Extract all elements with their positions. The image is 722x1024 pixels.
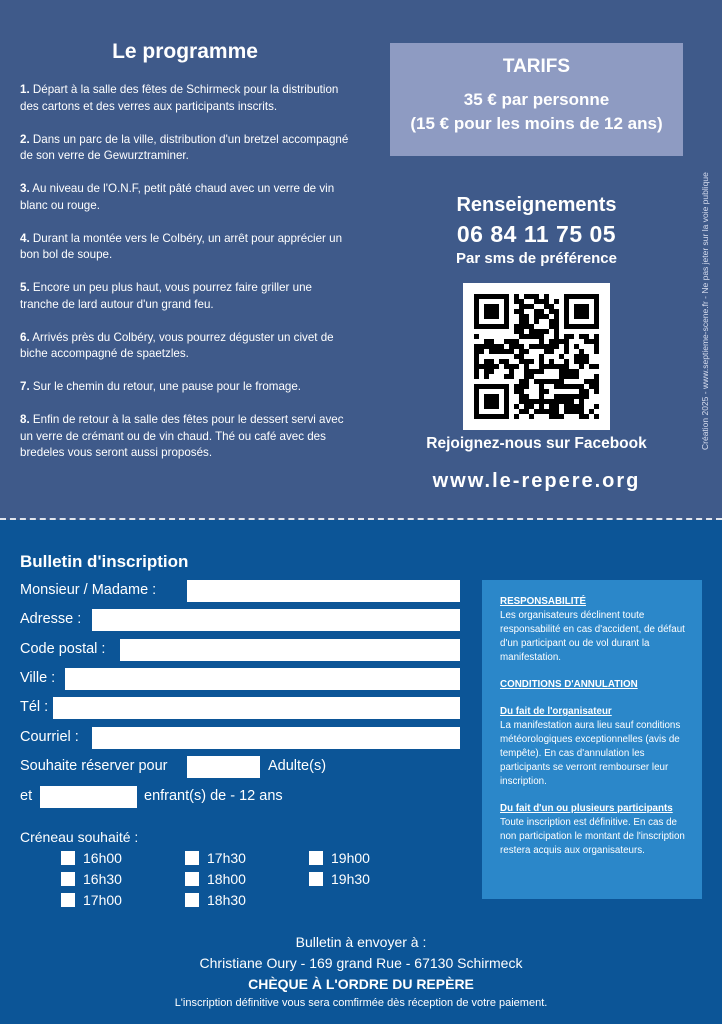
checkbox-box[interactable] xyxy=(309,851,323,865)
creneau-checkbox[interactable]: 17h30 xyxy=(185,850,246,866)
creneau-checkbox[interactable]: 16h30 xyxy=(61,871,122,887)
programme-item: 7. Sur le chemin du retour, une pause pour le fromage. xyxy=(20,380,302,393)
participants-text: Toute inscription est définitive. En cas de non participation le montant de l'inscription restera acquis aux organisateurs. xyxy=(500,817,685,856)
tarifs-prices xyxy=(390,88,683,136)
creneau-checkbox[interactable]: 17h00 xyxy=(61,892,122,908)
programme-list xyxy=(20,82,352,478)
civilite-label: Monsieur / Madame : xyxy=(20,582,157,598)
adresse-field[interactable] xyxy=(92,609,460,631)
facebook-link[interactable]: Rejoignez-nous sur Facebook xyxy=(426,435,647,452)
creneau-checkbox[interactable]: 18h30 xyxy=(185,892,246,908)
creneau-checkbox[interactable]: 18h00 xyxy=(185,871,246,887)
confirmation-note: L'inscription définitive vous sera comfirmée dès réception de votre paiement. xyxy=(174,997,548,1009)
creneau-checkbox[interactable]: 16h00 xyxy=(61,850,122,866)
courriel-label: Courriel : xyxy=(20,729,79,745)
programme-item: 5. Encore un peu plus haut, vous pourrez faire griller une tranche de lard autour d'un grand feu. xyxy=(20,281,312,311)
envoi-address: Christiane Oury - 169 grand Rue - 67130 Schirmeck xyxy=(199,955,523,971)
ville-field[interactable] xyxy=(65,668,460,690)
creneau-checkbox[interactable]: 19h00 xyxy=(309,850,370,866)
qr-code-icon[interactable] xyxy=(463,283,610,430)
code-postal-field[interactable] xyxy=(120,639,460,661)
checkbox-box[interactable] xyxy=(185,851,199,865)
adultes-field[interactable] xyxy=(187,756,260,778)
programme-item: 6. Arrivés près du Colbéry, vous pourrez déguster un civet de biche accompagné de spaetzles. xyxy=(20,330,334,360)
creneau-title: Créneau souhaité : xyxy=(20,829,139,845)
et-label: et xyxy=(20,788,33,804)
renseignements-title: Renseignements xyxy=(456,194,617,216)
checkbox-box[interactable] xyxy=(61,872,75,886)
programme-item: 2. Dans un parc de la ville, distribution d'un bretzel accompagné de son verre de Gewurztraminer. xyxy=(20,132,349,162)
programme-item: 1. Départ à la salle des fêtes de Schirmeck pour la distribution des cartons et des verres aux participants inscrits. xyxy=(20,83,339,113)
code-postal-label: Code postal : xyxy=(20,641,106,657)
cheque-note: CHÈQUE À L'ORDRE DU REPÈRE xyxy=(248,976,474,992)
bulletin-title: Bulletin d'inscription xyxy=(20,552,189,571)
credit-text: Création 2025 - www.septieme-scene.fr - Ne pas jeter sur la voie publique xyxy=(700,172,710,450)
enfants-label: enfrant(s) de - 12 ans xyxy=(144,788,283,804)
tarifs-title: TARIFS xyxy=(502,56,571,77)
ville-label: Ville : xyxy=(20,670,56,686)
adultes-label: Adulte(s) xyxy=(268,758,327,774)
checkbox-box[interactable] xyxy=(61,851,75,865)
enfants-field[interactable] xyxy=(40,786,137,808)
participants-title: Du fait d'un ou plusieurs participants xyxy=(500,803,673,814)
checkbox-box[interactable] xyxy=(309,872,323,886)
envoi-title: Bulletin à envoyer à : xyxy=(295,934,427,950)
programme-title: Le programme xyxy=(112,40,258,63)
cut-line xyxy=(0,518,722,520)
sms-note: Par sms de préférence xyxy=(456,250,617,267)
annulation-title: CONDITIONS D'ANNULATION xyxy=(500,679,638,690)
organisateur-title: Du fait de l'organisateur xyxy=(500,706,612,717)
programme-item: 4. Durant la montée vers le Colbéry, un arrêt pour apprécier un bon bol de soupe. xyxy=(20,231,343,261)
programme-item: 8. Enfin de retour à la salle des fêtes pour le dessert servi avec un verre de crémant ou de vin chaud. Thé ou café avec des bredeles vous seront aussi proposés. xyxy=(20,413,344,459)
tarif-adult: 35 € par personne xyxy=(463,90,610,109)
tel-label: Tél : xyxy=(20,699,49,715)
programme-item: 3. Au niveau de l'O.N.F, petit pâté chaud avec un verre de vin blanc ou rouge. xyxy=(20,182,335,212)
conditions-box xyxy=(482,580,702,899)
adresse-label: Adresse : xyxy=(20,611,82,627)
checkbox-box[interactable] xyxy=(61,893,75,907)
envoi-block xyxy=(0,932,722,1012)
checkbox-box[interactable] xyxy=(185,893,199,907)
responsabilite-text: Les organisateurs déclinent toute responsabilité en cas d'accident, de défaut d'un participant ou de vol durant la manifestation. xyxy=(500,610,685,663)
civilite-field[interactable] xyxy=(187,580,460,602)
renseignements xyxy=(390,194,683,267)
website-link[interactable]: www.le-repere.org xyxy=(432,470,641,492)
courriel-field[interactable] xyxy=(92,727,460,749)
tarif-child: (15 € pour les moins de 12 ans) xyxy=(410,114,663,133)
tarifs-box xyxy=(390,43,683,156)
creneau-checkbox[interactable]: 19h30 xyxy=(309,871,370,887)
checkbox-box[interactable] xyxy=(185,872,199,886)
phone-number[interactable]: 06 84 11 75 05 xyxy=(456,221,617,247)
organisateur-text: La manifestation aura lieu sauf conditions météorologiques exceptionnelles (avis de tempête). En cas d'annulation les participants se verront rembourser leur inscription. xyxy=(500,720,681,787)
reserve-label: Souhaite réserver pour xyxy=(20,758,168,774)
responsabilite-title: RESPONSABILITÉ xyxy=(500,596,587,607)
tel-field[interactable] xyxy=(53,697,460,719)
